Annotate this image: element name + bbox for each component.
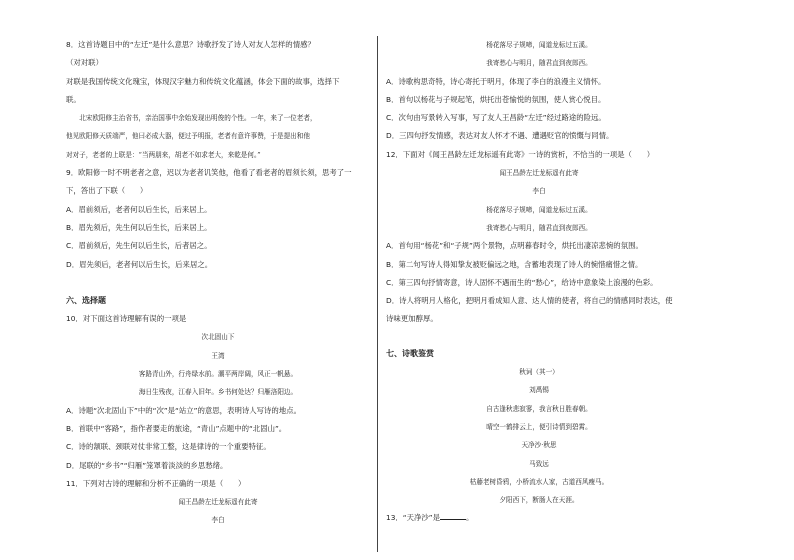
q13-stem (386, 509, 692, 527)
couplet-intro-cont: 联。 (66, 94, 81, 104)
poem-author: 李白 (211, 516, 225, 525)
poem-line: 自古逢秋悲寂寥，我言秋日胜春朝。 (486, 404, 592, 413)
q9-option-c: C．眉前须后，先生何以后生长，后者居之。 (66, 241, 212, 251)
q11-option-d: D．三四句抒发情感，表达对友人怀才不遇、遭遇贬官的愤慨与同情。 (386, 131, 614, 141)
poem-line: 我寄愁心与明月，随君直到夜郎西。 (486, 223, 592, 232)
q9-option-a: A．眉前须后，老者何以后生长，后来居上。 (66, 204, 212, 214)
q10-option-d: D．尾联的“乡书”“归雁”笼罩着淡淡的乡思愁绪。 (66, 460, 228, 470)
story-line: 北宋欧阳修主治省书，亲治国事中余始发现出明俊的个性。一年，来了一位老者， (79, 114, 317, 123)
q12-option-c: C．第三四句抒情寄意，诗人固怀不遇而生的“愁心”，给诗中意象染上浪漫的色彩。 (386, 277, 658, 287)
answer-blank[interactable] (440, 519, 466, 520)
q8-tag: （对对联） (66, 58, 103, 68)
q12-stem: 12．下面对《闻王昌龄左迁龙标遥有此寄》一诗的赏析，不恰当的一项是（ ） (386, 149, 655, 159)
poem-line: 枯藤老树昏鸦，小桥流水人家，古道西风瘦马。 (469, 477, 609, 486)
q9-option-d: D．眉先须后，老者何以后生长，后来居之。 (66, 259, 213, 269)
poem-title: 闻王昌龄左迁龙标遥有此寄 (178, 498, 258, 507)
poem-line: 杨花落尽子规啼，闻道龙标过五溪。 (486, 41, 592, 49)
q11-option-c: C．次句由写景转入写事，写了友人王昌龄“左迁”经过路途的险远。 (386, 113, 606, 123)
poem-line: 海日生残夜，江春入旧年。乡书何处达？归雁洛阳边。 (138, 388, 298, 397)
q12-option-d-cont: 诗味更加醇厚。 (386, 314, 438, 324)
poem-line: 夕阳西下，断肠人在天涯。 (499, 496, 579, 505)
poem-title: 闻王昌龄左迁龙标遥有此寄 (499, 169, 579, 178)
q13-end: 。 (466, 513, 474, 523)
section-heading-poetry: 七、诗歌鉴赏 (386, 348, 434, 358)
q10-stem: 10．对下面这首诗理解有误的一项是 (66, 314, 187, 324)
poem-title: 天净沙·秋思 (521, 441, 557, 450)
section-heading-choice: 六、选择题 (66, 295, 106, 305)
poem-title: 秋词（其一） (519, 368, 559, 377)
poem-author: 王湾 (211, 351, 225, 360)
poem-author: 刘禹锡 (529, 386, 549, 395)
column-divider (377, 36, 378, 552)
q9-option-b: B．眉先须后，先生何以后生长，后来居上。 (66, 222, 212, 232)
q11-option-b: B．首句以杨花与子规起笔，烘托出苍愉悦的氛围，使人赏心悦目。 (386, 94, 606, 104)
q9-stem-cont: 下，答出了下联（ ） (66, 186, 148, 196)
right-column (386, 36, 692, 550)
q10-option-c: C．诗的颔联、颈联对仗非常工整，这是律诗的一个重要特征。 (66, 442, 271, 452)
poem-author: 李白 (532, 187, 546, 196)
couplet-intro: 对联是我国传统文化瑰宝，体现汉字魅力和传统文化蕴涵，体会下面的故事，选择下 (66, 76, 340, 86)
q9-stem: 9．欧阳修一时不明老者之意，迟以为老者讥笑他，他看了看老者的眉须长须，思考了一 (66, 168, 352, 178)
poem-line: 客路青山外，行舟绿水前。潮平两岸阔，风正一帆悬。 (138, 370, 298, 379)
poem-line: 晴空一鹤排云上，便引诗情到碧霄。 (486, 422, 592, 431)
left-column (66, 36, 370, 550)
q11-option-a: A．诗歌构思奇特，诗心寄托于明月，体现了李白的浪漫主义情怀。 (386, 76, 606, 86)
poem-title: 次北固山下 (201, 333, 235, 342)
q11-stem: 11．下列对古诗的理解和分析不正确的一项是（ ） (66, 478, 246, 488)
q10-option-b: B．首联中“客路”，指作者要走的旅途，“青山”点题中的“北固山”。 (66, 423, 287, 433)
poem-line: 我寄愁心与明月，随君直到夜郎西。 (486, 59, 592, 68)
q8-stem: 8．这首诗题目中的“左迁”是什么意思？诗歌抒发了诗人对友人怎样的情感？ (66, 40, 315, 49)
story-line: 对对子，老者的上联是：“当两朋来，胡老不如求老大，来乾是何。” (66, 150, 261, 159)
q12-option-d: D．诗人将明月人格化，把明月看成知人意、达人情的使者，将自己的情感同时表达，使 (386, 296, 673, 306)
q13-text: 13．“天净沙”是 (386, 513, 441, 523)
poem-line: 杨花落尽子规啼，闻道龙标过五溪。 (486, 205, 592, 214)
story-line: 他见欧阳修天质端严，他曰必成大器，便过予明报，老者有意许事赞，于是提出和他 (66, 132, 310, 141)
q10-option-a: A．诗题“次北固山下”中的“次”是“站立”的意思，表明诗人写诗的地点。 (66, 405, 301, 415)
poem-author: 马致远 (529, 459, 549, 468)
q12-option-a: A．首句用“杨花”和“子规”两个景物，点明暮春时令，烘托出凄凉悲惋的氛围。 (386, 241, 643, 251)
q12-option-b: B．第二句写诗人得知挚友被贬偏远之地，含蓄地表现了诗人的惋惜痛惜之情。 (386, 259, 643, 269)
